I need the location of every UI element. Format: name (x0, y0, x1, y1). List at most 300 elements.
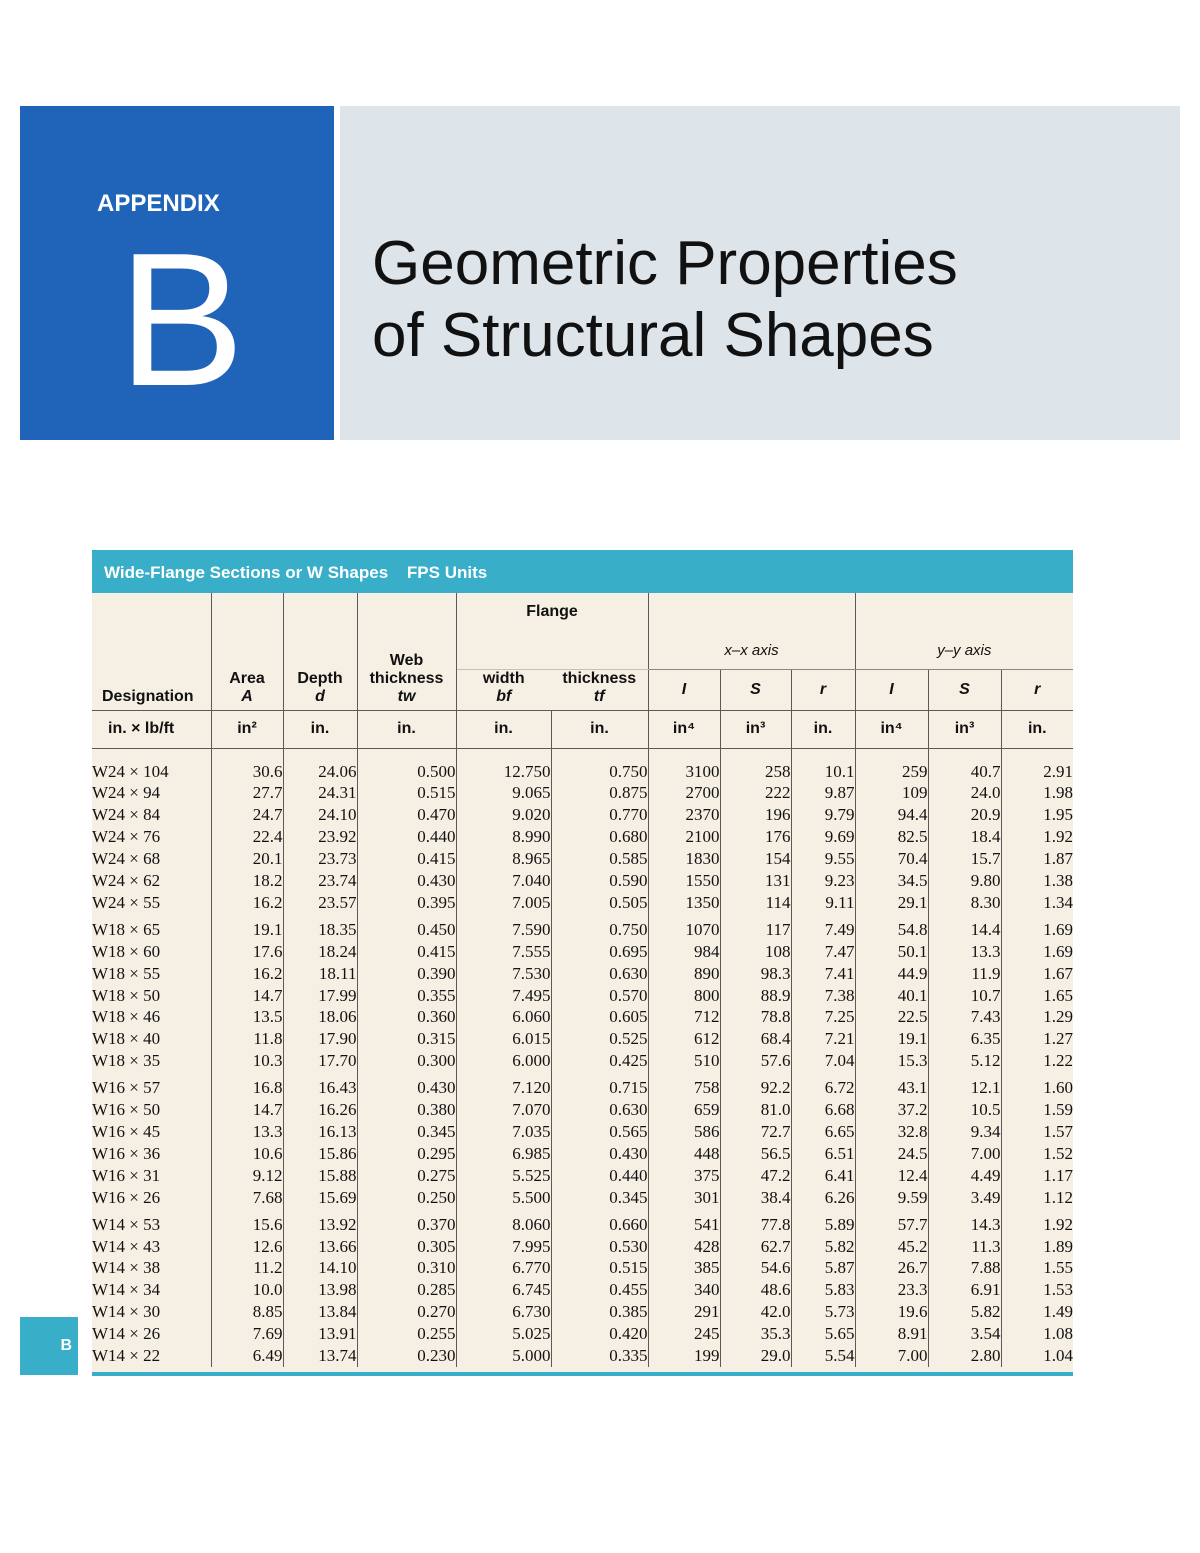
designation-cell: W24 × 104 (92, 748, 211, 782)
value-cell: 0.525 (551, 1028, 648, 1050)
value-cell: 1.92 (1043, 1214, 1074, 1234)
designation-cell: W24 × 68 (92, 848, 211, 870)
value-cell: 5.000 (456, 1345, 551, 1367)
table-row (92, 1301, 1073, 1323)
unit-cell: in³ (928, 710, 1001, 748)
value-cell: 448 (648, 1143, 720, 1165)
value-cell: 13.92 (283, 1209, 357, 1236)
value-cell: 14.10 (283, 1257, 357, 1279)
value-cell: 15.6 (211, 1209, 283, 1236)
value-cell: 50.1 (855, 941, 928, 963)
value-cell: 0.450 (357, 914, 456, 941)
value-cell: 15.7 (928, 848, 1001, 870)
value-cell: 7.00 (855, 1345, 928, 1367)
value-cell: 0.515 (357, 782, 456, 804)
value-cell: 6.745 (456, 1279, 551, 1301)
value-cell: 13.84 (283, 1301, 357, 1323)
value-cell: 37.2 (855, 1099, 928, 1121)
value-cell: 0.605 (551, 1006, 648, 1028)
unit-cell: in⁴ (855, 710, 928, 748)
unit-cell: in. (551, 710, 648, 748)
value-cell: 40.7 (928, 748, 1001, 782)
page-title (372, 228, 958, 372)
table-body (92, 748, 1073, 1367)
designation-cell: W16 × 26 (92, 1187, 211, 1209)
value-cell: 541 (648, 1209, 720, 1236)
value-cell: 13.98 (283, 1279, 357, 1301)
value-cell: 10.3 (211, 1050, 283, 1072)
value-cell: 0.430 (357, 1072, 456, 1099)
value-cell: 0.590 (551, 870, 648, 892)
value-cell: 9.55 (791, 848, 855, 870)
value-cell: 14.7 (211, 985, 283, 1007)
header-flange-width-label: width (482, 669, 525, 687)
value-cell: 586 (648, 1121, 720, 1143)
header-yy-I: I (855, 669, 928, 710)
value-cell: 6.49 (211, 1345, 283, 1367)
value-cell: 8.30 (928, 892, 1001, 914)
value-cell: 14.7 (211, 1099, 283, 1121)
value-cell: 0.630 (551, 1099, 648, 1121)
value-cell: 7.035 (456, 1121, 551, 1143)
table-row (92, 1187, 1073, 1209)
value-cell: 0.300 (357, 1050, 456, 1072)
w-shapes-table (92, 593, 1073, 1367)
table-row (92, 826, 1073, 848)
value-cell: 109 (855, 782, 928, 804)
value-cell: 7.43 (928, 1006, 1001, 1028)
value-cell: 245 (648, 1323, 720, 1345)
value-cell: 8.85 (211, 1301, 283, 1323)
value-cell: 984 (648, 941, 720, 963)
value-cell: 131 (720, 870, 791, 892)
table-row (92, 870, 1073, 892)
value-cell: 258 (720, 748, 791, 782)
value-cell: 2700 (648, 782, 720, 804)
value-cell: 16.8 (211, 1072, 283, 1099)
value-cell: 15.88 (283, 1165, 357, 1187)
value-cell: 9.69 (791, 826, 855, 848)
value-cell: 1.87 (1043, 849, 1074, 869)
value-cell: 30.6 (211, 748, 283, 782)
unit-cell: in. (1001, 710, 1073, 748)
value-cell: 18.4 (928, 826, 1001, 848)
value-cell: 1350 (648, 892, 720, 914)
table-row (92, 941, 1073, 963)
value-cell: 2.80 (928, 1345, 1001, 1367)
value-cell: 0.750 (551, 914, 648, 941)
table-row (92, 1279, 1073, 1301)
value-cell: 14.3 (928, 1209, 1001, 1236)
value-cell: 78.8 (720, 1006, 791, 1028)
value-cell: 44.9 (855, 963, 928, 985)
value-cell: 6.41 (791, 1165, 855, 1187)
designation-cell: W24 × 94 (92, 782, 211, 804)
value-cell: 24.10 (283, 804, 357, 826)
value-cell: 1.12 (1043, 1187, 1074, 1207)
value-cell: 0.505 (551, 892, 648, 914)
table-row (92, 804, 1073, 826)
value-cell: 1.53 (1043, 1280, 1074, 1300)
value-cell: 9.020 (456, 804, 551, 826)
value-cell: 510 (648, 1050, 720, 1072)
value-cell: 1.95 (1043, 805, 1074, 825)
value-cell: 1.59 (1043, 1100, 1074, 1120)
value-cell: 0.570 (551, 985, 648, 1007)
header-area-label: Area (229, 669, 265, 687)
appendix-label: APPENDIX (97, 190, 220, 217)
value-cell: 6.91 (928, 1279, 1001, 1301)
value-cell: 7.38 (791, 985, 855, 1007)
table-row (92, 1323, 1073, 1345)
header-depth (283, 593, 357, 710)
header-xx-I: I (648, 669, 720, 710)
value-cell: 24.7 (211, 804, 283, 826)
designation-cell: W18 × 60 (92, 941, 211, 963)
value-cell: 0.415 (357, 848, 456, 870)
value-cell: 108 (720, 941, 791, 963)
value-cell: 1.27 (1043, 1029, 1074, 1049)
value-cell: 1.57 (1043, 1122, 1074, 1141)
value-cell: 1.17 (1043, 1165, 1074, 1185)
value-cell: 0.750 (551, 748, 648, 782)
value-cell: 428 (648, 1236, 720, 1258)
value-cell: 7.120 (456, 1072, 551, 1099)
value-cell: 10.7 (928, 985, 1001, 1007)
value-cell: 6.68 (791, 1099, 855, 1121)
designation-cell: W14 × 22 (92, 1345, 211, 1367)
header-flange-thickness-symbol: tf (593, 687, 605, 705)
unit-cell: in. (791, 710, 855, 748)
value-cell: 9.87 (791, 782, 855, 804)
designation-cell: W14 × 26 (92, 1323, 211, 1345)
value-cell: 10.1 (791, 748, 855, 782)
value-cell: 13.5 (211, 1006, 283, 1028)
value-cell: 1.29 (1043, 1007, 1074, 1027)
header-xx-axis: x–x axis (648, 593, 855, 669)
value-cell: 1070 (648, 914, 720, 941)
value-cell: 0.285 (357, 1279, 456, 1301)
table-row (92, 748, 1073, 782)
value-cell: 5.82 (791, 1236, 855, 1258)
value-cell: 6.35 (928, 1028, 1001, 1050)
value-cell: 70.4 (855, 848, 928, 870)
value-cell: 114 (720, 892, 791, 914)
unit-cell: in³ (720, 710, 791, 748)
value-cell: 0.455 (551, 1279, 648, 1301)
value-cell: 3100 (648, 748, 720, 782)
value-cell: 9.34 (928, 1121, 1001, 1143)
value-cell: 5.82 (928, 1301, 1001, 1323)
value-cell: 68.4 (720, 1028, 791, 1050)
value-cell: 17.70 (283, 1050, 357, 1072)
value-cell: 5.89 (791, 1209, 855, 1236)
value-cell: 117 (720, 914, 791, 941)
value-cell: 0.385 (551, 1301, 648, 1323)
value-cell: 0.275 (357, 1165, 456, 1187)
value-cell: 6.000 (456, 1050, 551, 1072)
designation-cell: W18 × 55 (92, 963, 211, 985)
value-cell: 3.49 (928, 1187, 1001, 1209)
value-cell: 0.395 (357, 892, 456, 914)
value-cell: 18.24 (283, 941, 357, 963)
value-cell: 800 (648, 985, 720, 1007)
value-cell: 375 (648, 1165, 720, 1187)
designation-cell: W16 × 31 (92, 1165, 211, 1187)
header-area (211, 593, 283, 710)
value-cell: 94.4 (855, 804, 928, 826)
value-cell: 612 (648, 1028, 720, 1050)
value-cell: 11.8 (211, 1028, 283, 1050)
value-cell: 10.5 (928, 1099, 1001, 1121)
value-cell: 13.66 (283, 1236, 357, 1258)
value-cell: 2370 (648, 804, 720, 826)
value-cell: 57.7 (855, 1209, 928, 1236)
value-cell: 7.21 (791, 1028, 855, 1050)
header-yy-r: r (1034, 680, 1041, 698)
value-cell: 7.005 (456, 892, 551, 914)
table-row (92, 848, 1073, 870)
value-cell: 5.83 (791, 1279, 855, 1301)
value-cell: 13.91 (283, 1323, 357, 1345)
value-cell: 1.98 (1043, 783, 1074, 803)
value-cell: 29.1 (855, 892, 928, 914)
table-row (92, 1006, 1073, 1028)
value-cell: 19.6 (855, 1301, 928, 1323)
value-cell: 1.04 (1043, 1346, 1074, 1366)
value-cell: 9.12 (211, 1165, 283, 1187)
page-title-line-1: Geometric Properties (372, 229, 958, 298)
table-row (92, 1099, 1073, 1121)
value-cell: 1.67 (1043, 963, 1074, 983)
value-cell: 7.25 (791, 1006, 855, 1028)
value-cell: 18.06 (283, 1006, 357, 1028)
designation-cell: W16 × 57 (92, 1072, 211, 1099)
value-cell: 890 (648, 963, 720, 985)
value-cell: 40.1 (855, 985, 928, 1007)
designation-cell: W18 × 35 (92, 1050, 211, 1072)
value-cell: 6.060 (456, 1006, 551, 1028)
header-web-label: Web (389, 651, 424, 669)
value-cell: 0.530 (551, 1236, 648, 1258)
value-cell: 6.730 (456, 1301, 551, 1323)
page-tab: B (20, 1317, 78, 1375)
header-xx-r: r (791, 669, 855, 710)
value-cell: 8.91 (855, 1323, 928, 1345)
designation-cell: W18 × 50 (92, 985, 211, 1007)
value-cell: 1.65 (1043, 985, 1074, 1005)
value-cell: 6.72 (791, 1072, 855, 1099)
value-cell: 7.88 (928, 1257, 1001, 1279)
value-cell: 6.26 (791, 1187, 855, 1209)
value-cell: 27.7 (211, 782, 283, 804)
unit-cell: in⁴ (648, 710, 720, 748)
value-cell: 5.65 (791, 1323, 855, 1345)
table-row (92, 1236, 1073, 1258)
value-cell: 16.43 (283, 1072, 357, 1099)
value-cell: 0.255 (357, 1323, 456, 1345)
value-cell: 7.995 (456, 1236, 551, 1258)
value-cell: 77.8 (720, 1209, 791, 1236)
value-cell: 24.0 (928, 782, 1001, 804)
value-cell: 0.305 (357, 1236, 456, 1258)
value-cell: 1.49 (1043, 1302, 1074, 1322)
value-cell: 0.680 (551, 826, 648, 848)
table-row (92, 1143, 1073, 1165)
value-cell: 23.3 (855, 1279, 928, 1301)
value-cell: 5.54 (791, 1345, 855, 1367)
value-cell: 154 (720, 848, 791, 870)
value-cell: 0.370 (357, 1209, 456, 1236)
value-cell: 7.69 (211, 1323, 283, 1345)
value-cell: 6.51 (791, 1143, 855, 1165)
value-cell: 45.2 (855, 1236, 928, 1258)
value-cell: 15.69 (283, 1187, 357, 1209)
header-web-thickness-label: thickness (369, 669, 444, 687)
value-cell: 35.3 (720, 1323, 791, 1345)
header-flange-width (456, 669, 551, 710)
value-cell: 1830 (648, 848, 720, 870)
unit-cell: in. (357, 710, 456, 748)
value-cell: 0.630 (551, 963, 648, 985)
value-cell: 0.380 (357, 1099, 456, 1121)
value-cell: 13.3 (211, 1121, 283, 1143)
value-cell: 29.0 (720, 1345, 791, 1367)
value-cell: 0.660 (551, 1209, 648, 1236)
table-caption (92, 550, 1073, 593)
value-cell: 196 (720, 804, 791, 826)
value-cell: 24.31 (283, 782, 357, 804)
value-cell: 0.345 (357, 1121, 456, 1143)
value-cell: 23.73 (283, 848, 357, 870)
value-cell: 0.715 (551, 1072, 648, 1099)
value-cell: 23.57 (283, 892, 357, 914)
value-cell: 56.5 (720, 1143, 791, 1165)
value-cell: 5.87 (791, 1257, 855, 1279)
value-cell: 0.500 (357, 748, 456, 782)
unit-cell: in. × lb/ft (92, 710, 211, 748)
value-cell: 0.695 (551, 941, 648, 963)
value-cell: 7.040 (456, 870, 551, 892)
value-cell: 0.355 (357, 985, 456, 1007)
value-cell: 0.415 (357, 941, 456, 963)
value-cell: 7.49 (791, 914, 855, 941)
value-cell: 7.530 (456, 963, 551, 985)
value-cell: 18.2 (211, 870, 283, 892)
value-cell: 42.0 (720, 1301, 791, 1323)
value-cell: 0.770 (551, 804, 648, 826)
table-row (92, 892, 1073, 914)
value-cell: 7.495 (456, 985, 551, 1007)
value-cell: 0.425 (551, 1050, 648, 1072)
value-cell: 8.965 (456, 848, 551, 870)
value-cell: 12.750 (456, 748, 551, 782)
designation-cell: W14 × 53 (92, 1209, 211, 1236)
value-cell: 18.35 (283, 914, 357, 941)
table-caption-title: Wide-Flange Sections or W Shapes (104, 563, 389, 582)
value-cell: 13.3 (928, 941, 1001, 963)
value-cell: 20.9 (928, 804, 1001, 826)
designation-cell: W24 × 84 (92, 804, 211, 826)
designation-cell: W14 × 34 (92, 1279, 211, 1301)
value-cell: 17.6 (211, 941, 283, 963)
value-cell: 199 (648, 1345, 720, 1367)
value-cell: 0.470 (357, 804, 456, 826)
table-row (92, 1050, 1073, 1072)
header-designation: Designation (92, 593, 211, 710)
value-cell: 9.065 (456, 782, 551, 804)
table-row (92, 914, 1073, 941)
value-cell: 82.5 (855, 826, 928, 848)
value-cell: 92.2 (720, 1072, 791, 1099)
designation-cell: W18 × 40 (92, 1028, 211, 1050)
value-cell: 10.6 (211, 1143, 283, 1165)
value-cell: 81.0 (720, 1099, 791, 1121)
value-cell: 11.9 (928, 963, 1001, 985)
header-depth-symbol: d (315, 687, 325, 705)
value-cell: 12.6 (211, 1236, 283, 1258)
w-shapes-table-panel (92, 550, 1073, 1376)
table-row (92, 1028, 1073, 1050)
value-cell: 3.54 (928, 1323, 1001, 1345)
header-web-symbol: tw (397, 687, 416, 705)
value-cell: 176 (720, 826, 791, 848)
unit-cell: in² (211, 710, 283, 748)
designation-cell: W24 × 62 (92, 870, 211, 892)
value-cell: 32.8 (855, 1121, 928, 1143)
value-cell: 23.92 (283, 826, 357, 848)
unit-cell: in. (283, 710, 357, 748)
designation-cell: W14 × 43 (92, 1236, 211, 1258)
value-cell: 9.80 (928, 870, 1001, 892)
value-cell: 16.26 (283, 1099, 357, 1121)
value-cell: 7.04 (791, 1050, 855, 1072)
designation-cell: W24 × 76 (92, 826, 211, 848)
value-cell: 22.5 (855, 1006, 928, 1028)
value-cell: 18.11 (283, 963, 357, 985)
value-cell: 54.6 (720, 1257, 791, 1279)
value-cell: 1.69 (1043, 941, 1074, 961)
table-row (92, 1209, 1073, 1236)
value-cell: 1.92 (1043, 827, 1074, 847)
value-cell: 5.73 (791, 1301, 855, 1323)
value-cell: 7.070 (456, 1099, 551, 1121)
value-cell: 0.515 (551, 1257, 648, 1279)
designation-cell: W18 × 65 (92, 914, 211, 941)
value-cell: 385 (648, 1257, 720, 1279)
value-cell: 10.0 (211, 1279, 283, 1301)
value-cell: 7.41 (791, 963, 855, 985)
value-cell: 0.360 (357, 1006, 456, 1028)
table-row (92, 985, 1073, 1007)
designation-cell: W14 × 38 (92, 1257, 211, 1279)
value-cell: 301 (648, 1187, 720, 1209)
table-row (92, 1072, 1073, 1099)
designation-cell: W18 × 46 (92, 1006, 211, 1028)
unit-cell: in. (456, 710, 551, 748)
value-cell: 6.65 (791, 1121, 855, 1143)
value-cell: 659 (648, 1099, 720, 1121)
value-cell: 14.4 (928, 914, 1001, 941)
value-cell: 57.6 (720, 1050, 791, 1072)
value-cell: 0.390 (357, 963, 456, 985)
value-cell: 340 (648, 1279, 720, 1301)
value-cell: 0.250 (357, 1187, 456, 1209)
value-cell: 1.38 (1043, 871, 1074, 891)
header-flange-thickness (551, 669, 648, 710)
value-cell: 259 (855, 748, 928, 782)
value-cell: 1.60 (1043, 1078, 1074, 1098)
